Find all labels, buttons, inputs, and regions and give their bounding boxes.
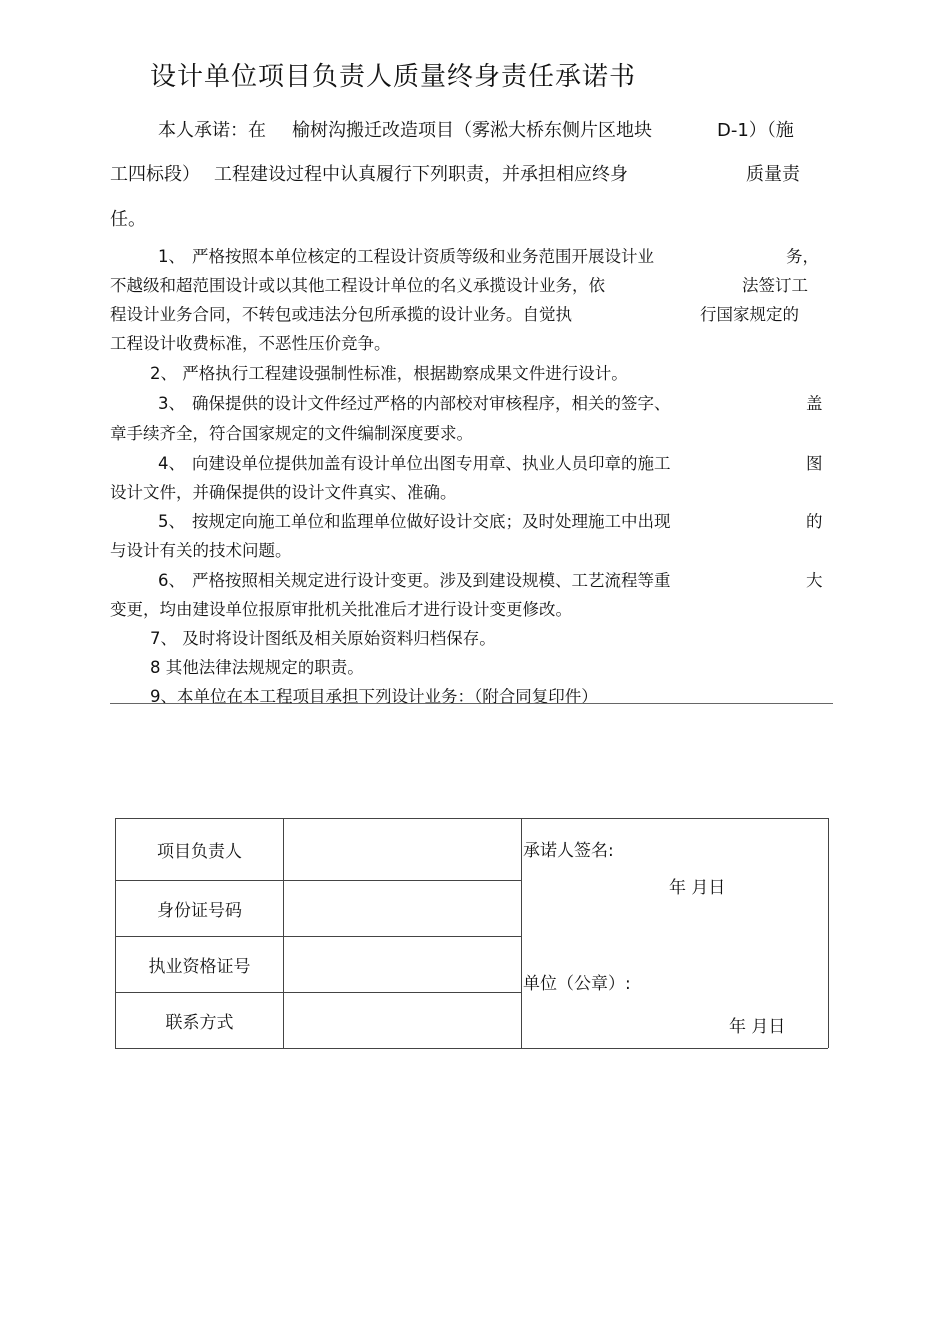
field-contact[interactable] xyxy=(284,993,522,1049)
item6-line2: 变更，均由建设单位报原审批机关批准后才进行设计变更修改。 xyxy=(110,600,572,619)
intro-line2-b: 工程建设过程中认真履行下列职责，并承担相应终身 xyxy=(214,164,628,185)
item4-line1: 向建设单位提供加盖有设计单位出图专用章、执业人员印章的施工 xyxy=(192,454,671,473)
item1-line2: 不越级和超范围设计或以其他工程设计单位的名义承揽设计业务，依 xyxy=(110,276,605,295)
signature-right-border xyxy=(828,818,829,1048)
label-project-leader: 项目负责人 xyxy=(116,819,284,881)
item1-number: 1、 xyxy=(158,247,185,266)
intro-line1-c: D-1）（施 xyxy=(717,120,794,141)
item6-number: 6、 xyxy=(158,571,185,590)
intro-line2-c: 质量责 xyxy=(746,164,800,185)
item3-number: 3、 xyxy=(158,394,185,413)
intro-line1-a: 本人承诺：在 xyxy=(158,120,266,141)
item1-line4: 工程设计收费标准，不恶性压价竞争。 xyxy=(110,334,391,353)
label-id-number: 身份证号码 xyxy=(116,881,284,937)
item1-line1: 严格按照本单位核定的工程设计资质等级和业务范围开展设计业 xyxy=(192,247,654,266)
item1-line3-end: 行国家规定的 xyxy=(700,305,799,324)
item4-line2: 设计文件，并确保提供的设计文件真实、准确。 xyxy=(110,483,457,502)
item1-line3: 程设计业务合同，不转包或违法分包所承揽的设计业务。自觉执 xyxy=(110,305,572,324)
signature-bottom-border xyxy=(521,1048,828,1049)
item3-line1-end: 盖 xyxy=(806,394,823,413)
item3-line2: 章手续齐全，符合国家规定的文件编制深度要求。 xyxy=(110,424,473,443)
signature-date: 年 月日 xyxy=(669,878,726,898)
intro-line2-a: 工四标段） xyxy=(110,164,200,185)
field-project-leader[interactable] xyxy=(284,819,522,881)
signature-label: 承诺人签名: xyxy=(523,841,614,861)
label-contact: 联系方式 xyxy=(116,993,284,1049)
item9: 9、本单位在本工程项目承担下列设计业务：（附合同复印件） xyxy=(150,687,598,706)
intro-line3: 任。 xyxy=(110,209,146,230)
intro-line1-project: 榆树沟搬迁改造项目（雾淞大桥东侧片区地块 xyxy=(292,120,652,141)
item8: 8 其他法律法规规定的职责。 xyxy=(150,658,364,677)
item6-line1-end: 大 xyxy=(806,571,823,590)
signature-top-border xyxy=(521,818,828,819)
item3-line1: 确保提供的设计文件经过严格的内部校对审核程序，相关的签字、 xyxy=(192,394,671,413)
item4-number: 4、 xyxy=(158,454,185,473)
item7: 7、 及时将设计图纸及相关原始资料归档保存。 xyxy=(150,629,496,648)
signature-cell xyxy=(522,819,829,1049)
commitment-form-table xyxy=(115,818,828,1049)
field-id-number[interactable] xyxy=(284,881,522,937)
item1-line1-end: 务， xyxy=(786,247,819,266)
item6-line1: 严格按照相关规定进行设计变更。涉及到建设规模、工艺流程等重 xyxy=(192,571,671,590)
item4-line1-end: 图 xyxy=(806,454,823,473)
item5-line1: 按规定向施工单位和监理单位做好设计交底；及时处理施工中出现 xyxy=(192,512,671,531)
label-qualification-number: 执业资格证号 xyxy=(116,937,284,993)
item5-line2: 与设计有关的技术问题。 xyxy=(110,541,292,560)
seal-date: 年 月日 xyxy=(729,1017,786,1037)
item1-line2-end: 法签订工 xyxy=(742,276,808,295)
field-qualification-number[interactable] xyxy=(284,937,522,993)
item5-line1-end: 的 xyxy=(806,512,823,531)
section-divider xyxy=(110,703,833,704)
seal-label: 单位（公章）: xyxy=(523,974,631,994)
item2: 2、 严格执行工程建设强制性标准，根据勘察成果文件进行设计。 xyxy=(150,364,628,383)
document-title: 设计单位项目负责人质量终身责任承诺书 xyxy=(150,62,637,92)
item5-number: 5、 xyxy=(158,512,185,531)
